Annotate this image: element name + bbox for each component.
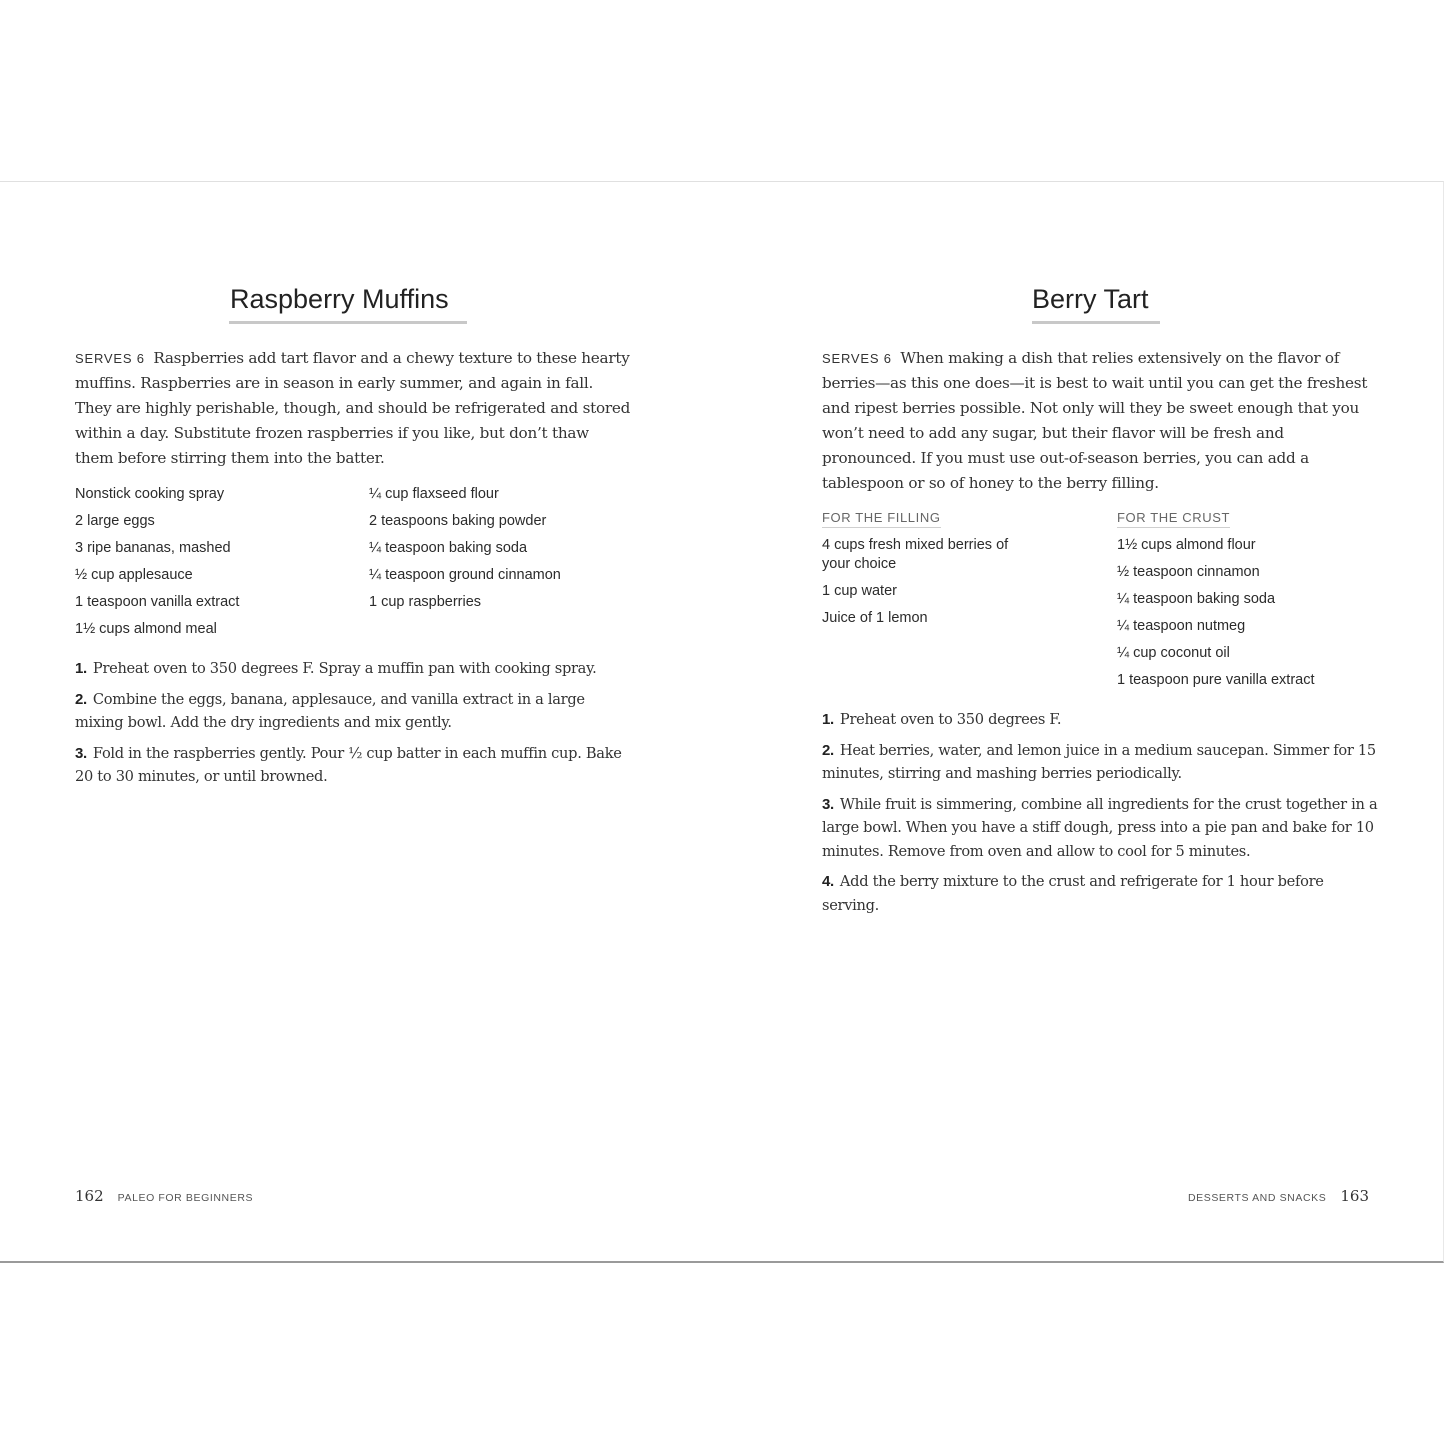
step-number: 4. [822,873,834,890]
ingredient-item: ¼ teaspoon nutmeg [1117,618,1246,634]
step-number: 3. [75,744,87,762]
title-underline [229,321,467,324]
step-item [75,688,627,735]
recipe-title: Berry Tart [1032,284,1149,314]
crust-ingredients [1117,536,1417,698]
step-item [75,657,627,681]
ingredients-column-1 [75,485,355,647]
page-number: 163 [1340,1187,1369,1205]
crust-heading: FOR THE CRUST [1117,510,1230,528]
step-text: Heat berries, water, and lemon juice in a medium saucepan. Simmer for 15 minutes, stirring and mashing berries periodically. [822,741,1376,782]
recipe-intro [822,346,1382,496]
ingredient-item: 1 cup water [822,583,897,599]
ingredient-item: ½ teaspoon cinnamon [1117,564,1260,580]
step-item [75,742,627,789]
step-text: While fruit is simmering, combine all ingredients for the crust together in a large bowl. When you have a stiff dough, press into a pie pan and bake for 10 minutes. Remove from oven and allow to cool for 5 minutes. [822,795,1378,860]
ingredient-item: 1 cup raspberries [369,594,482,610]
recipe-steps [75,657,627,796]
step-text: Fold in the raspberries gently. Pour ½ cup batter in each muffin cup. Bake 20 to 30 minutes, or until browned. [75,744,622,785]
serves-label: SERVES 6 [75,351,145,366]
ingredient-item: 1 teaspoon pure vanilla extract [1117,672,1315,688]
step-number: 2. [75,690,87,708]
footer-left [75,1187,253,1206]
intro-text: Raspberries add tart flavor and a chewy texture to these hearty muffins. Raspberries are in season in early summer, and again in fall. They are highly perishable, though, and should be refrigerated and stored within a day. Substitute frozen raspberries if you like, but don’t thaw them before stirring them into the batter. [75,349,631,467]
ingredient-item: ¼ teaspoon ground cinnamon [369,567,561,583]
ingredient-item: 1 teaspoon vanilla extract [75,594,240,610]
serves-label: SERVES 6 [822,351,892,366]
ingredient-item: 1½ cups almond meal [75,621,217,637]
ingredient-item: Juice of 1 lemon [822,610,928,626]
step-text: Preheat oven to 350 degrees F. [839,711,1062,728]
left-page [0,182,722,1261]
intro-text: When making a dish that relies extensively on the flavor of berries—as this one does—it is best to wait until you can get the freshest and ripest berries possible. Not only will they be sweet enough that you won’t need to add any sugar, but their flavor will be fresh and pronounced. If you must use out-of-season berries, you can add a tablespoon or so of honey to the berry filling. [822,349,1368,492]
ingredient-item: ¼ teaspoon baking soda [1117,591,1276,607]
ingredient-item: ¼ cup coconut oil [1117,645,1230,661]
ingredient-item: 1½ cups almond flour [1117,537,1256,553]
step-number: 1. [822,711,834,728]
step-text: Add the berry mixture to the crust and refrigerate for 1 hour before serving. [822,873,1324,914]
running-head: PALEO FOR BEGINNERS [117,1192,254,1204]
footer-right [1188,1187,1369,1206]
step-number: 3. [822,795,834,813]
book-spread [0,181,1444,1263]
recipe-steps [822,708,1378,924]
ingredient-item: ½ cup applesauce [75,567,193,583]
title-underline [1032,321,1160,324]
page-number: 162 [75,1187,104,1205]
ingredients-column-2 [369,485,669,620]
step-item [822,870,1378,917]
ingredient-item: Nonstick cooking spray [75,486,225,502]
ingredient-item: 3 ripe bananas, mashed [75,540,231,556]
step-number: 1. [75,660,87,677]
recipe-title: Raspberry Muffins [230,284,449,314]
running-head: DESSERTS AND SNACKS [1187,1192,1327,1204]
ingredient-item: 2 large eggs [75,513,155,529]
right-page [722,182,1444,1261]
step-item [822,793,1378,864]
step-text: Preheat oven to 350 degrees F. Spray a muffin pan with cooking spray. [92,660,597,677]
ingredient-item: 4 cups fresh mixed berries of your choice [822,537,1009,572]
ingredient-item: ¼ cup flaxseed flour [369,486,499,502]
filling-ingredients [822,536,1022,636]
step-item [822,739,1378,786]
ingredient-item: ¼ teaspoon baking soda [369,540,528,556]
filling-heading: FOR THE FILLING [822,510,941,528]
recipe-intro [75,346,631,471]
step-item [822,708,1378,732]
ingredient-item: 2 teaspoons baking powder [369,513,547,529]
step-text: Combine the eggs, banana, applesauce, and vanilla extract in a large mixing bowl. Add the dry ingredients and mix gently. [75,690,585,731]
step-number: 2. [822,741,834,759]
